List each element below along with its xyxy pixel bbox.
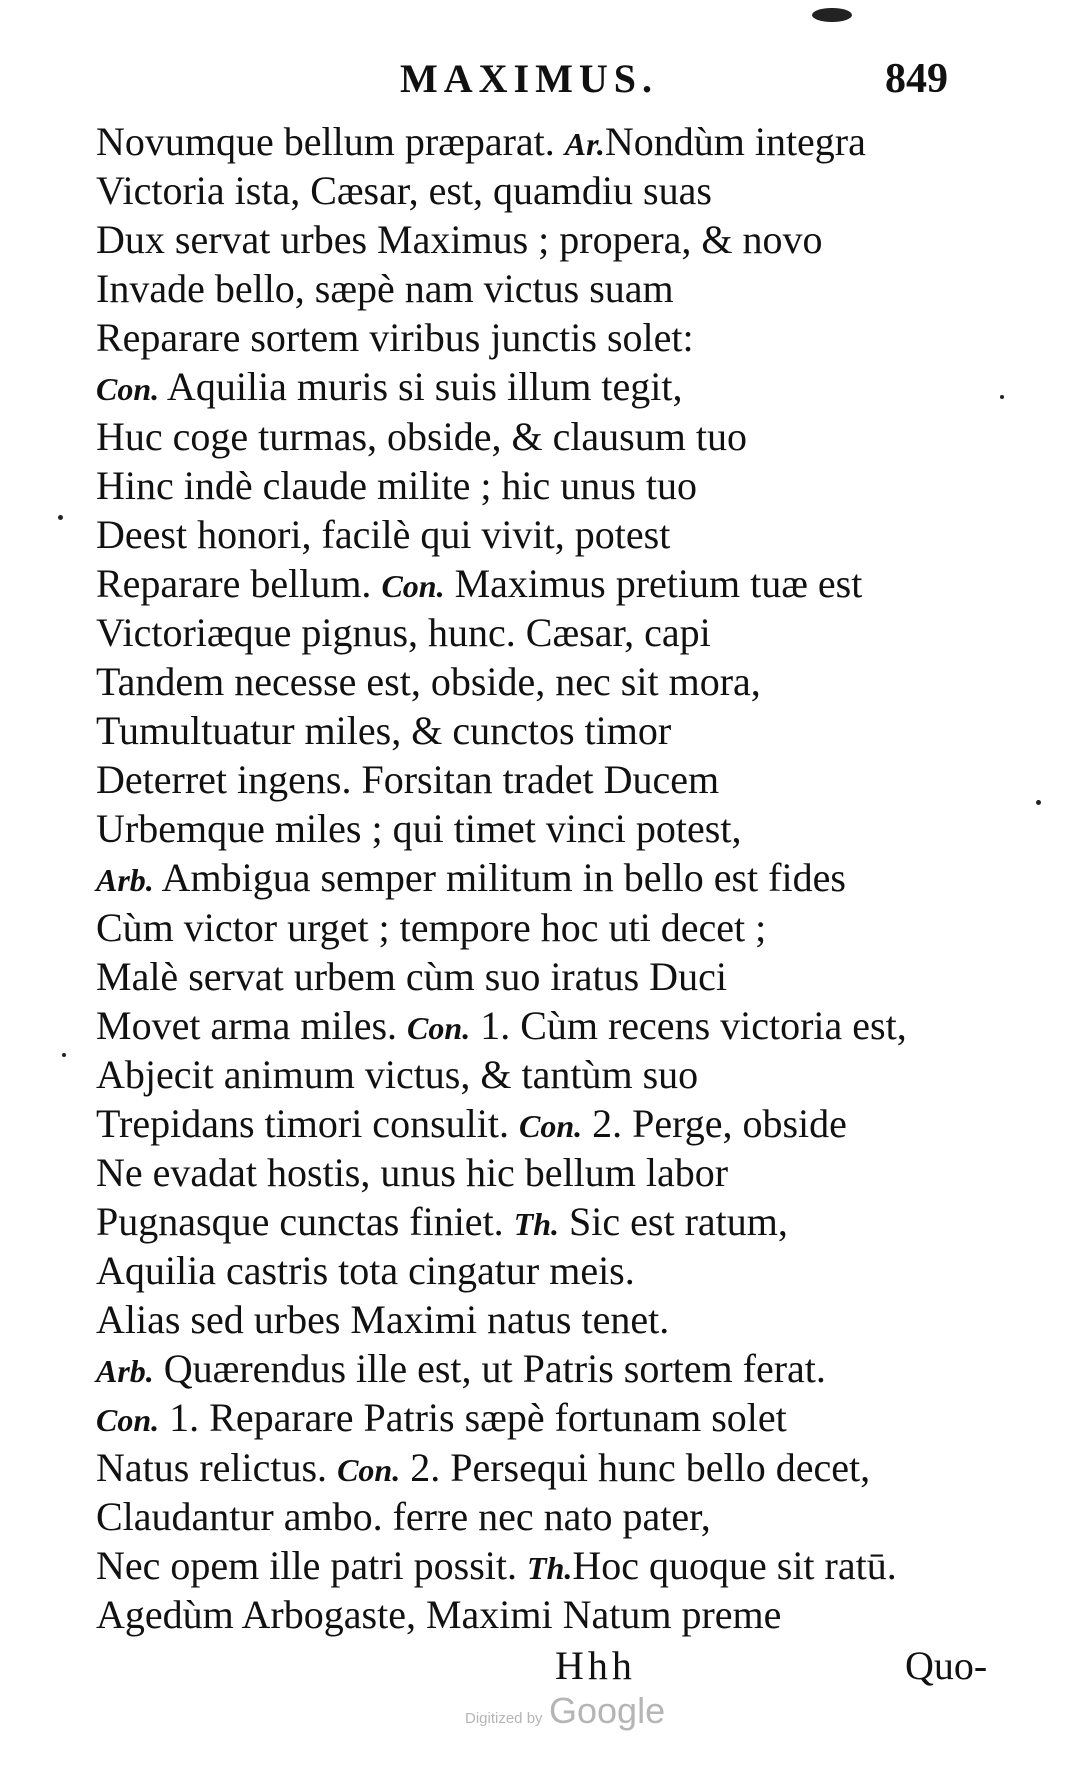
verse-text-segment: 2. Persequi hunc bello decet, bbox=[400, 1444, 871, 1490]
verse-line bbox=[96, 804, 1036, 853]
verse-line bbox=[96, 215, 1036, 264]
verse-text-segment: Hoc quoque sit ratū. bbox=[572, 1542, 897, 1588]
verse-text-segment: Natus relictus. bbox=[96, 1444, 338, 1490]
verse-line bbox=[96, 166, 1036, 215]
verse-line bbox=[96, 1001, 1036, 1050]
verse-line bbox=[96, 657, 1036, 706]
signature-mark: Hhh bbox=[555, 1643, 636, 1688]
verse-text-segment: Deest honori, facilè qui vivit, potest bbox=[96, 511, 671, 557]
verse-text-segment: Dux servat urbes Maximus ; propera, & novo bbox=[96, 217, 823, 263]
verse-text-segment: Sic est ratum, bbox=[559, 1199, 788, 1245]
verse-text-segment: Quærendus ille est, ut Patris sortem ferat. bbox=[153, 1346, 826, 1392]
verse-text-segment: Reparare bellum. bbox=[96, 560, 382, 606]
speaker-label: Con. bbox=[96, 371, 160, 408]
verse-text-segment: Nondùm integra bbox=[604, 119, 866, 164]
page-number: 849 bbox=[885, 56, 948, 102]
verse-text-segment: 2. Perge, obside bbox=[582, 1100, 847, 1146]
speaker-label: Con. bbox=[96, 1402, 160, 1439]
verse-text-segment: Nec opem ille patri possit. bbox=[96, 1542, 528, 1588]
verse-line bbox=[96, 1148, 1036, 1197]
ink-speck bbox=[1036, 800, 1041, 805]
verse-line bbox=[96, 1541, 1036, 1590]
verse-line bbox=[96, 1295, 1036, 1344]
speaker-label: Ar. bbox=[564, 126, 605, 162]
verse-line bbox=[96, 1099, 1036, 1148]
verse-text-segment: Aquilia muris si suis illum tegit, bbox=[159, 364, 683, 410]
verse-text-segment: Tandem necesse est, obside, nec sit mora, bbox=[96, 659, 761, 705]
speaker-label: Con. bbox=[518, 1107, 583, 1144]
verse-text-segment: 1. Reparare Patris sæpè fortunam solet bbox=[159, 1395, 787, 1441]
verse-line bbox=[96, 1050, 1036, 1099]
verse-text-segment: 1. Cùm recens victoria est, bbox=[470, 1002, 907, 1048]
ink-speck bbox=[62, 1053, 66, 1057]
verse-line bbox=[96, 313, 1036, 362]
verse-line bbox=[96, 952, 1036, 1001]
verse-text-segment: Pugnasque cunctas finiet. bbox=[96, 1199, 514, 1245]
speaker-label: Con. bbox=[337, 1451, 401, 1488]
ink-speck bbox=[812, 8, 852, 22]
speaker-label: Th. bbox=[527, 1549, 573, 1586]
verse-text-segment: Victoriæque pignus, hunc. Cæsar, capi bbox=[96, 609, 711, 655]
verse-text-segment: Maximus pretium tuæ est bbox=[444, 560, 863, 606]
verse-line bbox=[96, 1492, 1036, 1541]
verse-text-segment: Ne evadat hostis, unus hic bellum labor bbox=[96, 1149, 729, 1195]
verse-line bbox=[96, 412, 1036, 461]
verse-line bbox=[96, 264, 1036, 313]
verse-text-segment: Reparare sortem viribus junctis solet: bbox=[96, 315, 694, 361]
speaker-label: Arb. bbox=[96, 862, 154, 899]
verse-text-segment: Malè servat urbem cùm suo iratus Duci bbox=[96, 953, 727, 999]
verse-line bbox=[96, 117, 1036, 166]
verse-text-segment: Aquilia castris tota cingatur meis. bbox=[96, 1248, 635, 1294]
speaker-label: Th. bbox=[513, 1206, 560, 1243]
verse-line bbox=[96, 461, 1036, 510]
verse-text-segment: Huc coge turmas, obside, & clausum tuo bbox=[96, 413, 747, 459]
verse-text-segment: Abjecit animum victus, & tantùm suo bbox=[96, 1051, 699, 1097]
verse-text-segment: Urbemque miles ; qui timet vinci potest, bbox=[96, 806, 742, 852]
ink-speck bbox=[1000, 395, 1004, 399]
verse-text-segment: Tumultuatur miles, & cunctos timor bbox=[96, 708, 672, 754]
verse-text-segment: Ambigua semper militum in bello est fides bbox=[153, 855, 846, 901]
verse-text-segment: Cùm victor urget ; tempore hoc uti decet ; bbox=[96, 904, 767, 950]
verse-text-segment: Novumque bellum præparat. bbox=[96, 119, 565, 164]
verse-text-segment: Alias sed urbes Maximi natus tenet. bbox=[96, 1297, 670, 1343]
digitized-label: Digitized by bbox=[465, 1710, 543, 1727]
catchword: Quo- bbox=[905, 1643, 988, 1688]
speaker-label: Con. bbox=[381, 567, 445, 604]
verse-line bbox=[96, 755, 1036, 804]
verse-line bbox=[96, 608, 1036, 657]
verse-line bbox=[96, 362, 1036, 411]
verse-line bbox=[96, 559, 1036, 608]
google-wordmark: Google bbox=[549, 1690, 666, 1731]
speaker-label: Arb. bbox=[96, 1353, 154, 1390]
verse-line bbox=[96, 1443, 1036, 1492]
verse-text-segment: Agedùm Arbogaste, Maximi Natum preme bbox=[96, 1591, 782, 1637]
verse-line bbox=[96, 1590, 1036, 1639]
verse-line bbox=[96, 706, 1036, 755]
running-title: MAXIMUS. bbox=[400, 56, 658, 101]
ink-speck bbox=[58, 515, 63, 520]
verse-text bbox=[96, 117, 1036, 1639]
verse-text-segment: Invade bello, sæpè nam victus suam bbox=[96, 266, 674, 312]
verse-line bbox=[96, 853, 1036, 902]
verse-line bbox=[96, 510, 1036, 559]
speaker-label: Con. bbox=[407, 1009, 471, 1046]
verse-text-segment: Deterret ingens. Forsitan tradet Ducem bbox=[96, 757, 720, 803]
verse-line bbox=[96, 1197, 1036, 1246]
verse-text-segment: Claudantur ambo. ferre nec nato pater, bbox=[96, 1493, 711, 1539]
verse-line bbox=[96, 1344, 1036, 1393]
digitized-by-watermark bbox=[465, 1690, 665, 1732]
verse-text-segment: Movet arma miles. bbox=[96, 1002, 408, 1048]
verse-line bbox=[96, 903, 1036, 952]
verse-text-segment: Hinc indè claude milite ; hic unus tuo bbox=[96, 462, 697, 508]
verse-line bbox=[96, 1246, 1036, 1295]
verse-text-segment: Victoria ista, Cæsar, est, quamdiu suas bbox=[96, 168, 712, 214]
verse-text-segment: Trepidans timori consulit. bbox=[96, 1100, 519, 1146]
verse-line bbox=[96, 1393, 1036, 1442]
